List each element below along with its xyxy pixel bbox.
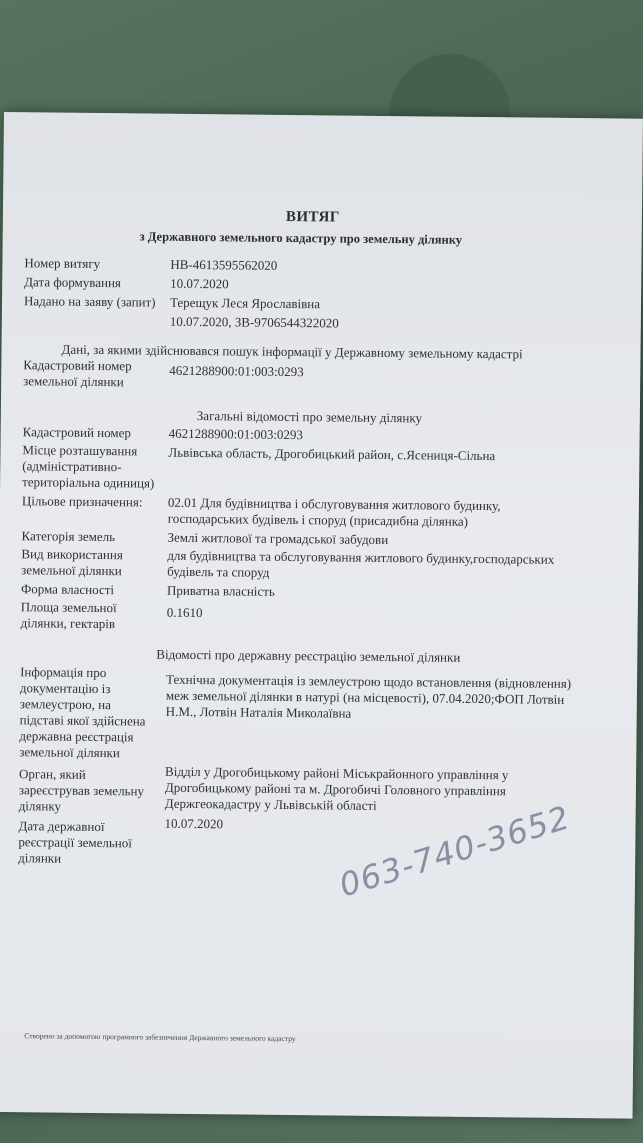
request-reference: 10.07.2020, ЗВ-9706544322020 (169, 313, 339, 331)
general-cadastral-label: Кадастровий номер (22, 424, 132, 441)
search-cadastral-label-2: земельної ділянки (23, 373, 124, 390)
reg-date-label: Дата державної (18, 818, 105, 835)
doc-label: Інформація про (20, 664, 107, 681)
org-value-2: Дрогобицькому районі та м. Дрогобичі Головного управління (164, 779, 506, 799)
purpose-label: Цільове призначення: (21, 493, 143, 510)
doc-value: Технічна документація із землеустрою щодо встановлення (відновлення) (165, 671, 572, 691)
location-label: Місце розташування (22, 442, 138, 459)
reg-date-value: 10.07.2020 (164, 815, 224, 832)
doc-value-3: Н.М., Лотвін Наталія Миколаївна (165, 703, 352, 721)
purpose-value-2: господарських будівель і споруд (присадибна ділянка) (167, 510, 469, 529)
ownership-value: Приватна власність (166, 582, 275, 599)
search-cadastral-value: 4621288900:01:003:0293 (169, 362, 304, 380)
extract-number-value: НВ-4613595562020 (170, 256, 278, 273)
use-value: для будівництва та обслуговування житлового будинку,господарських (167, 547, 555, 567)
document-sheet (0, 112, 643, 1119)
doc-label-4: підставі якої здійснена (19, 712, 146, 729)
use-label: Вид використання (21, 546, 123, 563)
footer-note: Створено за допомогою програмного забезпечення Державного земельного кадастру (24, 1031, 296, 1044)
doc-value-2: меж земельної ділянки в натурі (на місцевості), 07.04.2020;ФОП Лотвін (165, 687, 565, 707)
org-label-3: ділянку (18, 798, 62, 814)
area-label-2: ділянки, гектарів (20, 615, 116, 632)
registration-section-heading: Відомості про державну реєстрацію земельної ділянки (156, 646, 461, 665)
document-title: ВИТЯГ (285, 208, 340, 226)
search-cadastral-label: Кадастровий номер (23, 357, 132, 374)
extract-number-label: Номер витягу (24, 255, 101, 272)
general-section-heading: Загальні відомості про земельну ділянку (196, 408, 423, 426)
category-value: Землі житлової та громадської забудови (167, 529, 389, 548)
area-label: Площа земельної (20, 599, 117, 616)
location-label-3: територіальна одиниця) (22, 474, 155, 491)
ownership-label: Форма власності (20, 581, 115, 598)
search-section-heading: Дані, за якими здійснювався пошук інформації у Державному земельному кадастрі (61, 341, 523, 362)
reg-date-label-2: реєстрації земельної (18, 834, 132, 851)
general-cadastral-value: 4621288900:01:003:0293 (168, 425, 304, 443)
request-label: Надано на заяву (запит) (23, 293, 156, 310)
org-label: Орган, який (18, 766, 86, 782)
area-value: 0.1610 (166, 604, 203, 621)
doc-label-5: державна реєстрація (19, 728, 134, 745)
use-label-2: земельної ділянки (21, 562, 122, 579)
location-value: Львівська область, Дрогобицький район, с.Ясениця-Сільна (168, 444, 496, 464)
org-value-3: Держгеокадастру у Львівській області (164, 795, 377, 813)
location-label-2: (адміністративно- (22, 458, 122, 475)
purpose-value: 02.01 Для будівництва і обслуговування житлового будинку, (167, 494, 501, 514)
org-value: Відділ у Дрогобицькому районі Міськрайонного управління у (165, 763, 509, 783)
doc-label-3: землеустрою, на (19, 696, 112, 713)
doc-label-6: земельної ділянки (19, 744, 120, 761)
category-label: Категорія земель (21, 528, 116, 545)
formed-date-value: 10.07.2020 (170, 275, 229, 292)
reg-date-label-3: ділянки (18, 850, 62, 866)
doc-label-2: документацію із (19, 680, 111, 697)
org-label-2: зареєстрував земельну (18, 782, 145, 799)
requester-name: Терещук Леся Ярославівна (169, 294, 321, 312)
formed-date-label: Дата формування (24, 274, 122, 291)
document-subtitle: з Державного земельного кадастру про земельну ділянку (139, 229, 463, 247)
handwritten-phone-number: 063-740-3652 (335, 798, 575, 905)
use-value-2: будівель та споруд (167, 563, 270, 580)
